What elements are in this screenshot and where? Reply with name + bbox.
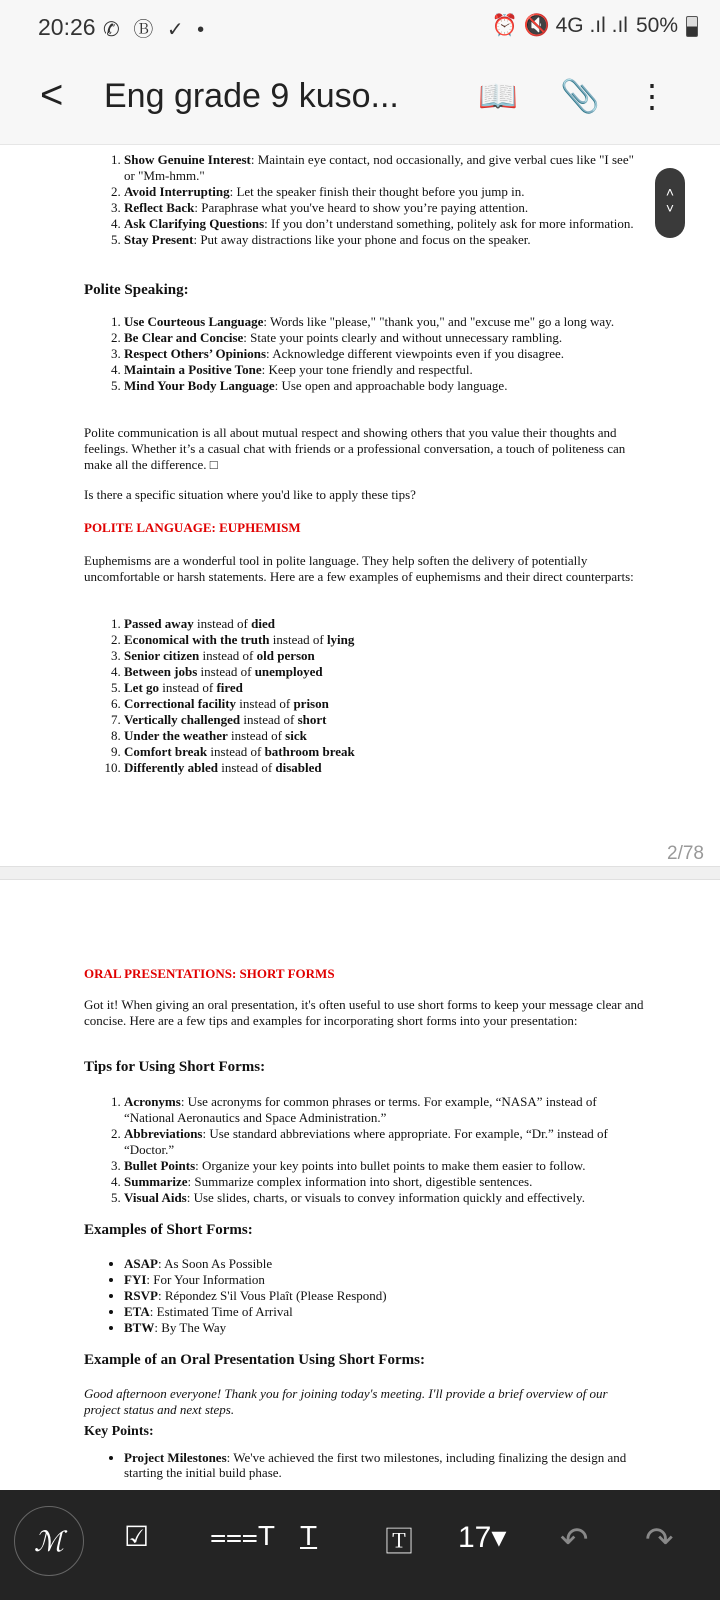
list-item — [124, 1256, 644, 1272]
item-term: Reflect Back — [124, 200, 195, 215]
item-text: : State your points clearly and without unnecessary rambling. — [243, 330, 563, 345]
text-box-icon[interactable]: 🅃 — [385, 1526, 414, 1557]
item-text: : If you don’t understand something, politely ask for more information. — [264, 216, 634, 231]
list-item — [124, 680, 644, 696]
direct-term: bathroom break — [264, 744, 355, 759]
item-term: Bullet Points — [124, 1158, 196, 1173]
section-heading: Polite Speaking: — [84, 282, 189, 298]
item-term: Visual Aids — [124, 1190, 187, 1205]
list-item — [124, 1174, 644, 1190]
item-text: : Summarize complex information into short, digestible sentences. — [187, 1174, 533, 1189]
item-text: : Use slides, charts, or visuals to convey information quickly and effectively. — [186, 1190, 585, 1205]
item-term: Avoid Interrupting — [124, 184, 230, 199]
tips-list — [84, 1094, 644, 1206]
list-item — [124, 314, 644, 330]
chevron-down-icon[interactable]: ˅ — [665, 200, 675, 216]
item-term: Project Milestones — [124, 1450, 227, 1465]
item-term: Stay Present — [124, 232, 194, 247]
item-text: : Use open and approachable body language. — [274, 378, 508, 393]
list-item — [124, 744, 644, 760]
connector: instead of — [193, 616, 252, 631]
connector: instead of — [236, 696, 294, 711]
direct-term: short — [297, 712, 327, 727]
euphemism: Vertically challenged — [124, 712, 241, 727]
euphemism: Correctional facility — [124, 696, 237, 711]
item-text: : Words like "please," "thank you," and "excuse me" go a long way. — [263, 314, 615, 329]
list-item — [124, 1272, 644, 1288]
item-text: : Acknowledge different viewpoints even if you disagree. — [266, 346, 564, 361]
item-term: Show Genuine Interest — [124, 152, 251, 167]
item-text: : Use standard abbreviations where appropriate. For example, “Dr.” instead of “Doctor.” — [124, 1126, 608, 1157]
undo-icon[interactable]: ↶ — [560, 1521, 589, 1559]
item-term: RSVP — [124, 1288, 158, 1303]
pen-icon[interactable]: ℳ — [14, 1506, 84, 1576]
connector: instead of — [240, 712, 298, 727]
item-text: : For Your Information — [146, 1272, 265, 1287]
paragraph: Euphemisms are a wonderful tool in polite language. They help soften the delivery of potentially uncomfortable or harsh statements. Here are a few examples of euphemisms and their direct counterparts: — [84, 553, 634, 584]
item-term: Ask Clarifying Questions — [124, 216, 265, 231]
attachment-icon[interactable]: 📎 — [560, 78, 600, 114]
list-item — [124, 346, 644, 362]
list-item — [124, 1158, 644, 1174]
item-term: ETA — [124, 1304, 150, 1319]
battery-icon — [686, 16, 698, 37]
list-item — [124, 1450, 644, 1480]
signal-icons: ⏰ 🔇 4G .ıl .ıl — [491, 14, 628, 37]
direct-term: lying — [326, 632, 355, 647]
direct-term: died — [251, 616, 275, 631]
checkbox-icon[interactable]: ☑ — [124, 1521, 150, 1552]
key-points-list — [84, 1450, 644, 1480]
connector: instead of — [199, 648, 257, 663]
italic-paragraph: Good afternoon everyone! Thank you for joining today's meeting. I'll provide a brief overview of our project status and next steps. — [84, 1386, 608, 1417]
euphemism: Passed away — [124, 616, 194, 631]
item-term: ASAP — [124, 1256, 158, 1271]
font-size-dropdown[interactable]: 17▾ — [458, 1521, 507, 1554]
reading-mode-icon[interactable]: 📖 — [478, 78, 518, 114]
list-item — [124, 1190, 644, 1206]
item-term: Respect Others’ Opinions — [124, 346, 267, 361]
item-term: Be Clear and Concise — [124, 330, 244, 345]
direct-term: old person — [256, 648, 315, 663]
list-item — [124, 760, 644, 776]
scroll-handle[interactable] — [655, 168, 685, 238]
chevron-up-icon[interactable]: ˄ — [665, 184, 675, 200]
item-text: : Let the speaker finish their thought before you jump in. — [229, 184, 525, 199]
list-item — [124, 616, 644, 632]
item-term: FYI — [124, 1272, 147, 1287]
paragraph: Got it! When giving an oral presentation, it's often useful to use short forms to keep your message clear and concise. Here are a few tips and examples for incorporating short forms into your presentation: — [84, 997, 644, 1028]
direct-term: disabled — [275, 760, 322, 775]
euphemism: Senior citizen — [124, 648, 200, 663]
list-item — [124, 648, 644, 664]
item-text: : Use acronyms for common phrases or terms. For example, “NASA” instead of “National Aeronautics and Space Administration.” — [124, 1094, 597, 1125]
item-term: Mind Your Body Language — [124, 378, 275, 393]
text-align-icon[interactable]: ⩶T — [210, 1520, 276, 1551]
item-text: : Maintain eye contact, nod occasionally, and give verbal cues like "I see" or "Mm-hmm." — [124, 152, 634, 183]
list-item — [124, 1126, 644, 1158]
more-options-icon[interactable]: ⋮ — [636, 78, 668, 114]
section-heading: Examples of Short Forms: — [84, 1222, 253, 1238]
item-term: Maintain a Positive Tone — [124, 362, 262, 377]
item-text: : Put away distractions like your phone and focus on the speaker. — [193, 232, 531, 247]
list-item — [124, 184, 644, 200]
list-item — [124, 232, 644, 248]
section-heading: Key Points: — [84, 1424, 154, 1439]
clock: 20:26 — [38, 14, 96, 40]
direct-term: sick — [285, 728, 307, 743]
list-item — [124, 330, 644, 346]
edit-toolbar — [0, 1490, 720, 1600]
app-header — [0, 55, 720, 145]
item-text: : As Soon As Possible — [157, 1256, 273, 1271]
list-item — [124, 152, 644, 184]
direct-term: prison — [293, 696, 329, 711]
list-item — [124, 216, 644, 232]
euphemism: Differently abled — [124, 760, 218, 775]
list-item — [124, 632, 644, 648]
direct-term: fired — [216, 680, 243, 695]
status-bar — [0, 0, 720, 55]
list-item — [124, 696, 644, 712]
euphemism: Under the weather — [124, 728, 228, 743]
euphemism: Comfort break — [124, 744, 208, 759]
item-term: Use Courteous Language — [124, 314, 264, 329]
section-heading-red: POLITE LANGUAGE: EUPHEMISM — [84, 520, 301, 535]
list-item — [124, 664, 644, 680]
list-item — [124, 1304, 644, 1320]
document-title: Eng grade 9 kuso... — [104, 77, 399, 115]
item-text: : By The Way — [154, 1320, 227, 1335]
notification-icons: ✆ Ⓑ ✓ • — [103, 19, 209, 41]
paragraph: Is there a specific situation where you'd like to apply these tips? — [84, 487, 416, 502]
euphemism: Economical with the truth — [124, 632, 270, 647]
item-term: Summarize — [124, 1174, 188, 1189]
item-term: Abbreviations — [124, 1126, 203, 1141]
item-text: : Répondez S'il Vous Plaît (Please Respond) — [157, 1288, 387, 1303]
connector: instead of — [207, 744, 265, 759]
text-icon[interactable]: T — [300, 1520, 318, 1551]
list-item — [124, 1094, 644, 1126]
connector: instead of — [269, 632, 327, 647]
list-item — [124, 200, 644, 216]
battery-percent: 50% — [635, 14, 678, 37]
list-item — [124, 1320, 644, 1336]
connector: instead of — [197, 664, 255, 679]
item-text: : Organize your key points into bullet points to make them easier to follow. — [195, 1158, 586, 1173]
euphemism: Let go — [124, 680, 160, 695]
euphemism: Between jobs — [124, 664, 198, 679]
list-item — [124, 362, 644, 378]
direct-term: unemployed — [254, 664, 323, 679]
page-indicator: 2/78 — [667, 843, 704, 864]
redo-icon[interactable]: ↷ — [645, 1521, 674, 1559]
section-heading: Tips for Using Short Forms: — [84, 1059, 266, 1075]
euphemism-list — [84, 616, 644, 776]
list-item — [124, 712, 644, 728]
section-heading: Example of an Oral Presentation Using Short Forms: — [84, 1352, 425, 1368]
listening-tips-list — [84, 152, 644, 248]
list-item — [124, 378, 644, 394]
item-term: BTW — [124, 1320, 155, 1335]
paragraph: Polite communication is all about mutual respect and showing others that you value their thoughts and feelings. Whether it’s a casual chat with friends or a professional conversation, a touch of politeness can make all the difference. □ — [84, 425, 626, 472]
system-icons — [492, 14, 698, 38]
item-text: : Paraphrase what you've heard to show you’re paying attention. — [194, 200, 529, 215]
list-item — [124, 1288, 644, 1304]
connector: instead of — [159, 680, 217, 695]
connector: instead of — [218, 760, 276, 775]
list-item — [124, 728, 644, 744]
examples-list — [84, 1256, 644, 1336]
item-text: : Keep your tone friendly and respectful. — [261, 362, 473, 377]
back-icon[interactable]: < — [40, 73, 64, 117]
page-separator — [0, 866, 720, 880]
item-term: Acronyms — [124, 1094, 181, 1109]
item-text: : We've achieved the first two milestones, including finalizing the design and starting the initial build phase. — [124, 1450, 627, 1480]
polite-speaking-list — [84, 314, 644, 394]
connector: instead of — [227, 728, 286, 743]
item-text: : Estimated Time of Arrival — [149, 1304, 293, 1319]
section-heading-red: ORAL PRESENTATIONS: SHORT FORMS — [84, 966, 335, 981]
